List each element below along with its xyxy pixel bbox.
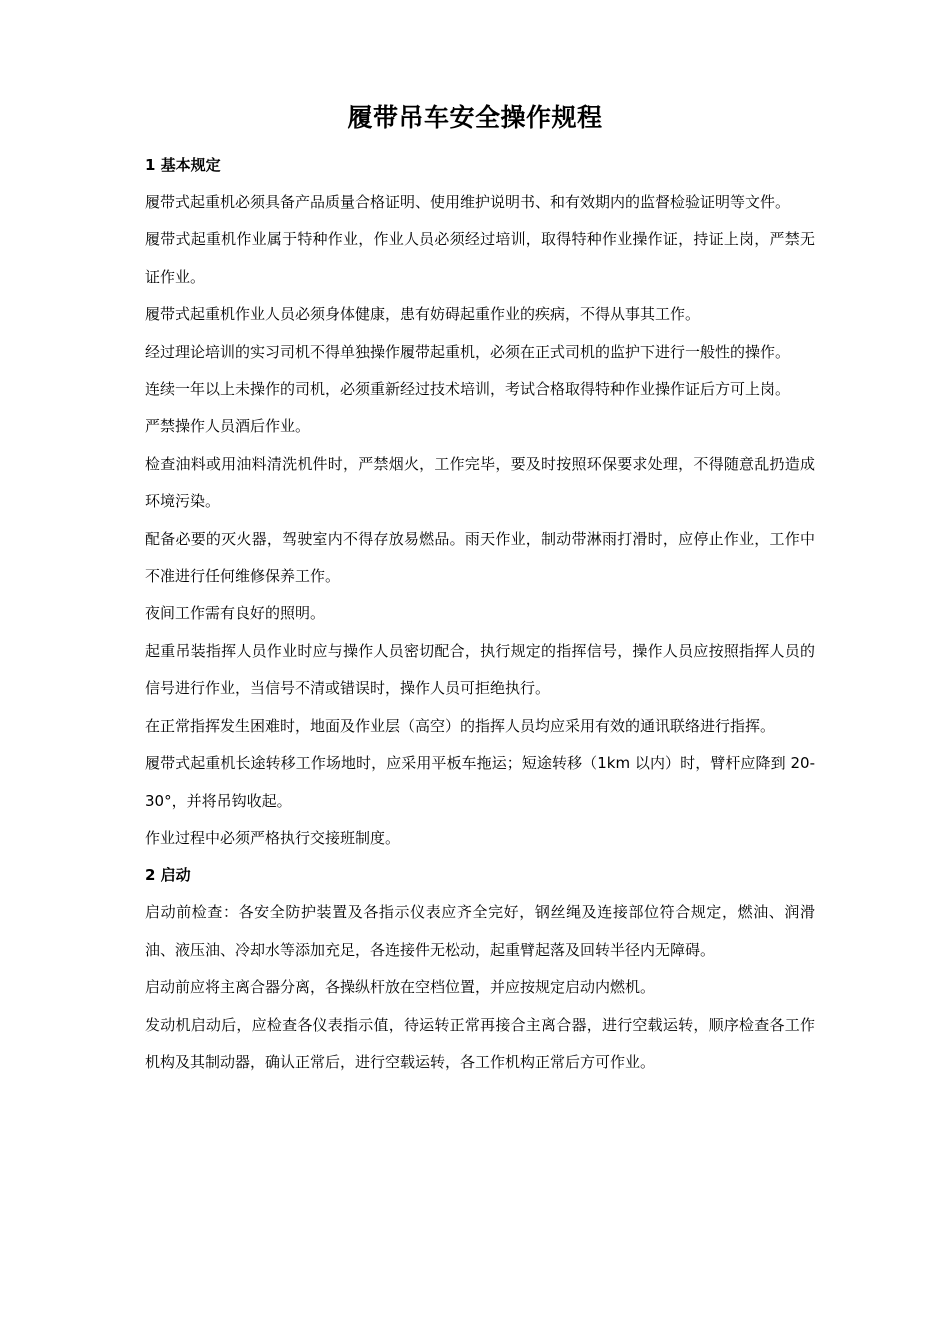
paragraph: 启动前检查：各安全防护装置及各指示仪表应齐全完好，钢丝绳及连接部位符合规定，燃油、润滑油、液压油、冷却水等添加充足，各连接件无松动，起重臂起落及回转半径内无障碍。 bbox=[145, 903, 815, 959]
document-body bbox=[145, 147, 815, 1081]
paragraph: 履带式起重机必须具备产品质量合格证明、使用维护说明书、和有效期内的监督检验证明等文件。 bbox=[145, 193, 791, 211]
section-heading-basic-rules: 1 基本规定 bbox=[145, 156, 221, 174]
paragraph: 启动前应将主离合器分离，各操纵杆放在空档位置，并应按规定启动内燃机。 bbox=[145, 978, 656, 997]
paragraph: 配备必要的灭火器，驾驶室内不得存放易燃品。雨天作业，制动带淋雨打滑时，应停止作业，工作中不准进行任何维修保养工作。 bbox=[145, 529, 815, 586]
paragraph: 起重吊装指挥人员作业时应与操作人员密切配合，执行规定的指挥信号，操作人员应按照指挥人员的信号进行作业，当信号不清或错误时，操作人员可拒绝执行。 bbox=[145, 641, 815, 698]
paragraph: 履带式起重机作业人员必须身体健康，患有妨碍起重作业的疾病，不得从事其工作。 bbox=[145, 305, 701, 324]
paragraph: 发动机启动后，应检查各仪表指示值，待运转正常再接合主离合器，进行空载运转，顺序检查各工作机构及其制动器，确认正常后，进行空载运转，各工作机构正常后方可作业。 bbox=[145, 1015, 815, 1071]
paragraph: 连续一年以上未操作的司机，必须重新经过技术培训，考试合格取得特种作业操作证后方可上岗。 bbox=[145, 380, 791, 399]
paragraph: 严禁操作人员酒后作业。 bbox=[145, 417, 311, 436]
section-heading-startup: 2 启动 bbox=[145, 866, 191, 885]
paragraph: 夜间工作需有良好的照明。 bbox=[145, 604, 326, 623]
paragraph: 在正常指挥发生困难时，地面及作业层（高空）的指挥人员均应采用有效的通讯联络进行指挥。 bbox=[145, 716, 776, 735]
document-title: 履带吊车安全操作规程 bbox=[347, 103, 603, 132]
paragraph: 作业过程中必须严格执行交接班制度。 bbox=[145, 828, 401, 847]
paragraph: 履带式起重机作业属于特种作业，作业人员必须经过培训，取得特种作业操作证，持证上岗，严禁无证作业。 bbox=[145, 230, 815, 286]
paragraph: 履带式起重机长途转移工作场地时，应采用平板车拖运；短途转移（1km 以内）时，臂杆应降到 20-30°，并将吊钩收起。 bbox=[145, 754, 815, 810]
paragraph: 检查油料或用油料清洗机件时，严禁烟火，工作完毕，要及时按照环保要求处理，不得随意乱扔造成环境污染。 bbox=[145, 454, 815, 511]
paragraph: 经过理论培训的实习司机不得单独操作履带起重机，必须在正式司机的监护下进行一般性的操作。 bbox=[145, 342, 791, 361]
